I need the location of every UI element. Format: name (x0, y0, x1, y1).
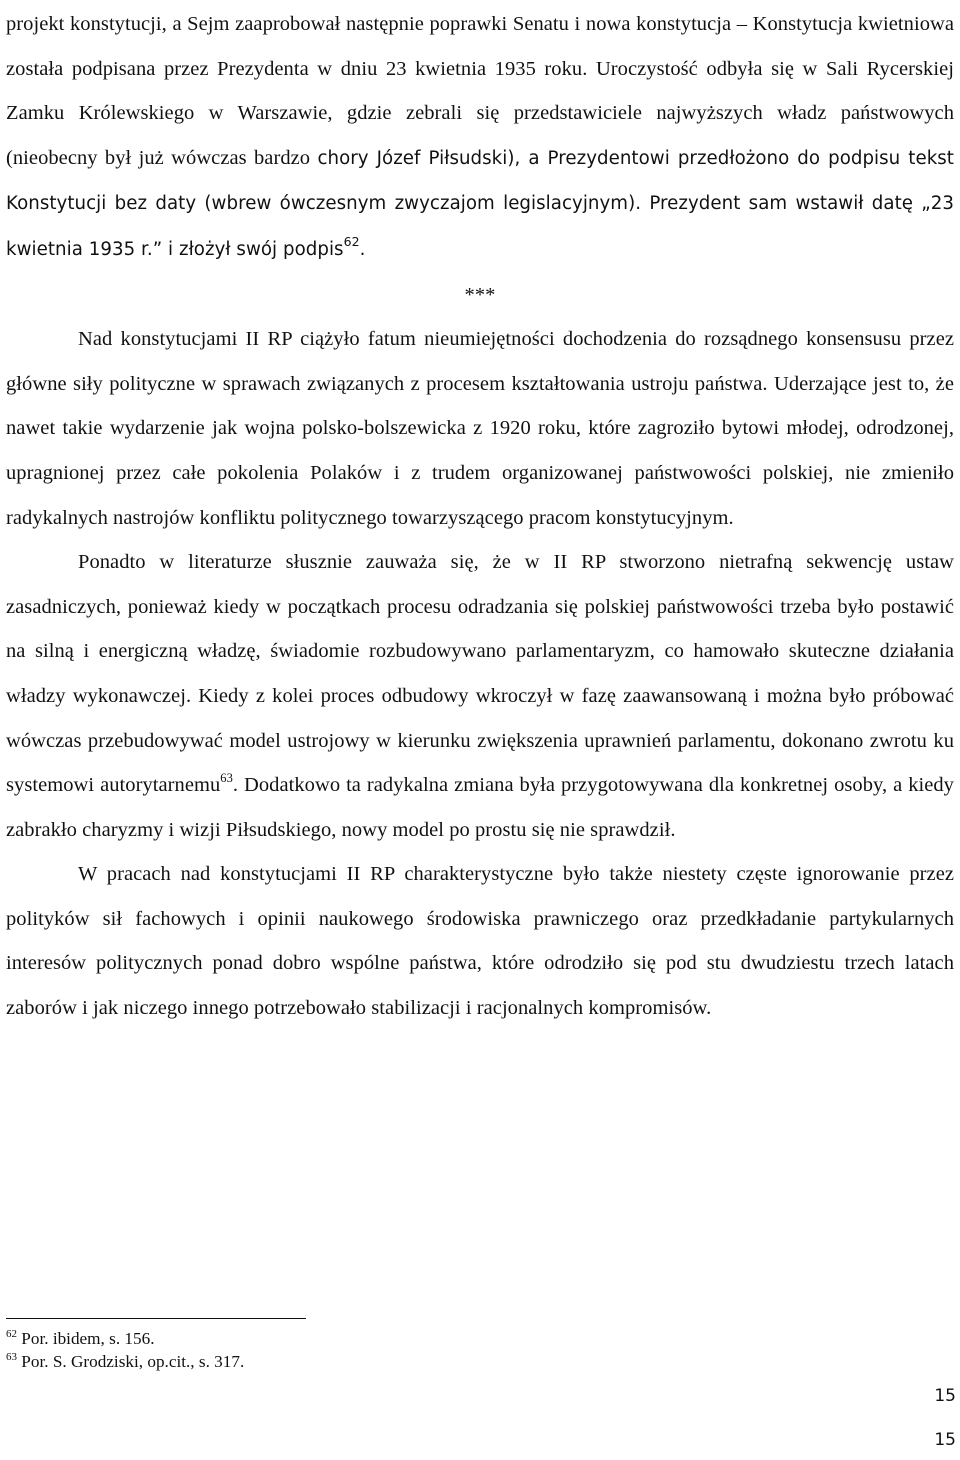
footnote-text: Por. S. Grodziski, op.cit., s. 317. (17, 1352, 245, 1371)
section-separator: *** (464, 283, 496, 306)
paragraph-end: . (359, 238, 366, 260)
paragraph-sequence (6, 540, 954, 852)
page-number: 15 (934, 1386, 956, 1406)
paragraph-expertise: W pracach nad konstytucjami II RP charakterystyczne było także niestety częste ignorowanie przez polityków sił fachowych i opinii naukowego środowiska prawniczego oraz przedkładanie partykularnych interesów politycznych ponad dobro wspólne państwa, które odrodziło się pod stu dwudziestu trzech latach zaborów i jak niczego innego potrzebowało stabilizacji i racjonalnych kompromisów. (6, 863, 954, 1020)
footnote-text: Por. ibidem, s. 156. (17, 1329, 155, 1348)
paragraph-fatum-part-b: Uderzające jest to, że nawet takie wydarzenie jak wojna polsko-bolszewicka z 1920 roku, które zagroziło bytowi młodej, odrodzonej, upragnionej przez całe pokolenia Polaków i z trudem organizowanej państwowości polskiej, nie zmieniło radykalnych nastrojów konfliktu politycznego towarzyszącego pracom konstytucyjnym. (6, 372, 954, 529)
page-number-repeat: 15 (934, 1430, 956, 1450)
paragraph-fatum-part-a: Nad konstytucjami II RP ciążyło fatum nieumiejętności dochodzenia do rozsądnego konsensusu przez główne siły polityczne w sprawach związanych z procesem kształtowania ustroju państwa. (6, 328, 954, 395)
document-page (6, 0, 954, 1460)
footnote-ref-63[interactable]: 63 (220, 771, 233, 786)
main-text (6, 2, 954, 1031)
paragraph-fatum (6, 317, 954, 540)
paragraph-text-serif: projekt konstytucji, a Sejm zaaprobował następnie poprawki Senatu i nowa konstytucja – Konstytucja kwietniowa została podpisana przez Prezydenta w dniu 23 kwietnia 1935 roku. Uroczystość odbyła się w Sali Rycerskiej Zamku Królewskiego w Warszawie, gdzie zebrali się przedstawiciele najwyższych władz państwowych (nieobecny był już wówczas bardzo (6, 13, 954, 169)
paragraph-constitution-signing (6, 2, 954, 273)
footnote-62 (6, 1327, 946, 1350)
footnote-separator-rule (6, 1318, 306, 1319)
footnote-number: 63 (6, 1351, 17, 1363)
footnote-number: 62 (6, 1328, 17, 1340)
footnote-ref-62[interactable]: 62 (343, 233, 360, 249)
paragraph-text-sans-body: chory Józef Piłsudski), a Prezydentowi przedłożono do podpisu tekst Konstytucji bez daty (wbrew ówczesnym zwyczajom legislacyjnym). Prezydent sam wstawił datę „23 kwietnia 1935 r.” i złożył swój podpis (6, 147, 954, 260)
paragraph-sequence-part-b: . Dodatkowo ta radykalna zmiana była przygotowywana dla konkretnej osoby, a kiedy zabrakło charyzmy i wizji Piłsudskiego, nowy model po prostu się nie sprawdził. (6, 774, 954, 841)
footnote-63 (6, 1350, 946, 1373)
paragraph-sequence-part-a: Ponadto w literaturze słusznie zauważa się, że w II RP stworzono nietrafną sekwencję ustaw zasadniczych, ponieważ kiedy w początkach procesu odradzania się polskiej państwowości trzeba było postawić na silną i energiczną władzę, świadomie rozbudowywano parlamentaryzm, co hamowało skuteczne działania władzy wykonawczej. Kiedy z kolei proces odbudowy wkroczył w fazę zaawansowaną i można było próbować wówczas przebudowywać model ustrojowy w kierunku zwiększenia uprawnień parlamentu, dokonano zwrotu ku systemowi autorytarnemu (6, 551, 954, 797)
footnotes (6, 1327, 946, 1373)
